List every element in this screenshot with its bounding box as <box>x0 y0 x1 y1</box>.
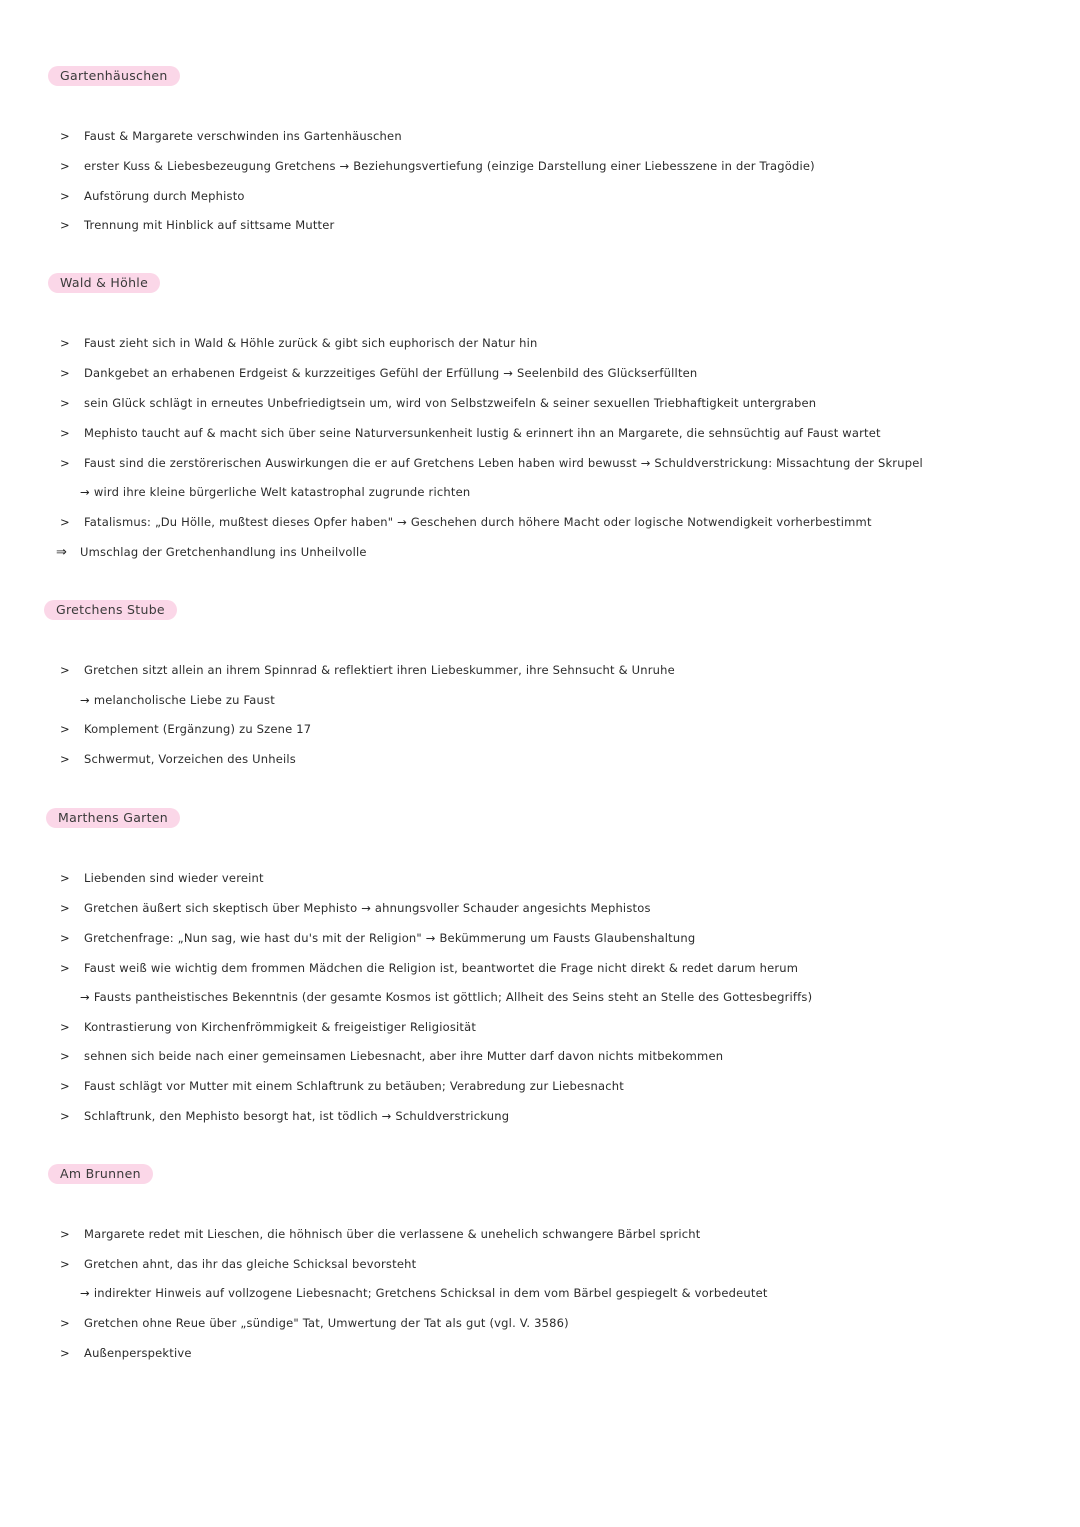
bullet-marker: > <box>60 1079 70 1093</box>
bullet-marker: > <box>60 189 70 203</box>
item-text: Schwermut, Vorzeichen des Unheils <box>84 752 296 766</box>
bullet-marker: > <box>60 1049 70 1063</box>
arrow-icon: → <box>80 1286 90 1300</box>
bullet-marker: > <box>60 1227 70 1241</box>
bullet-marker: > <box>60 1257 70 1271</box>
item-text: Komplement (Ergänzung) zu Szene 17 <box>84 722 312 736</box>
bullet-marker: > <box>60 515 70 529</box>
item-text: sein Glück schlägt in erneutes Unbefriedigtsein um, wird von Selbstzweifeln & seiner sexuellen Triebhaftigkeit untergraben <box>84 396 817 410</box>
arrow-icon: → <box>80 990 90 1004</box>
list-item <box>60 1076 624 1096</box>
bullet-marker: > <box>60 456 70 470</box>
item-text: Aufstörung durch Mephisto <box>84 189 245 203</box>
section-heading: Wald & Höhle <box>48 273 160 293</box>
list-item <box>60 333 538 353</box>
section-heading: Am Brunnen <box>48 1164 153 1184</box>
arrow-icon: → <box>80 693 90 707</box>
item-text: Margarete redet mit Lieschen, die höhnisch über die verlassene & unehelich schwangere Bärbel spricht <box>84 1227 701 1241</box>
item-text: Gretchen äußert sich skeptisch über Mephisto → ahnungsvoller Schauder angesichts Mephistos <box>84 901 651 915</box>
item-text: erster Kuss & Liebesbezeugung Gretchens → Beziehungsvertiefung (einzige Darstellung einer Liebesszene in der Tragödie) <box>84 159 815 173</box>
list-item <box>60 1224 700 1244</box>
list-item <box>60 215 334 235</box>
bullet-marker: > <box>60 1109 70 1123</box>
arrow-icon: → <box>80 485 90 499</box>
list-item <box>60 126 402 146</box>
double-arrow-icon: ⇒ <box>56 545 68 560</box>
bullet-marker: > <box>60 426 70 440</box>
list-item <box>60 958 798 978</box>
item-text: Liebenden sind wieder vereint <box>84 871 264 885</box>
item-text: Faust schlägt vor Mutter mit einem Schlaftrunk zu betäuben; Verabredung zur Liebesnacht <box>84 1079 624 1093</box>
bullet-marker: > <box>60 722 70 736</box>
section-heading: Marthens Garten <box>46 808 180 828</box>
item-text: Gretchenfrage: „Nun sag, wie hast du's mit der Religion" → Bekümmerung um Fausts Glaubenshaltung <box>84 931 696 945</box>
bullet-marker: > <box>60 1316 70 1330</box>
conclusion-item <box>56 542 367 562</box>
list-item <box>60 660 675 680</box>
item-text: Faust & Margarete verschwinden ins Gartenhäuschen <box>84 129 402 143</box>
item-text: Schlaftrunk, den Mephisto besorgt hat, ist tödlich → Schuldverstrickung <box>84 1109 510 1123</box>
item-text: sehnen sich beide nach einer gemeinsamen Liebesnacht, aber ihre Mutter darf davon nichts mitbekommen <box>84 1049 724 1063</box>
list-item <box>60 1017 476 1037</box>
item-text: Fausts pantheistisches Bekenntnis (der gesamte Kosmos ist göttlich; Allheit des Seins steht an Stelle des Gottesbegriffs) <box>93 990 813 1004</box>
item-text: melancholische Liebe zu Faust <box>93 693 275 707</box>
list-item <box>60 868 264 888</box>
bullet-marker: > <box>60 129 70 143</box>
item-text: Faust weiß wie wichtig dem frommen Mädchen die Religion ist, beantwortet die Frage nicht direkt & redet darum herum <box>84 961 799 975</box>
list-item <box>60 1046 723 1066</box>
item-text: Dankgebet an erhabenen Erdgeist & kurzzeitiges Gefühl der Erfüllung → Seelenbild des Glückserfüllten <box>84 366 698 380</box>
item-text: Gretchen ohne Reue über „sündige" Tat, Umwertung der Tat als gut (vgl. V. 3586) <box>84 1316 569 1330</box>
bullet-marker: > <box>60 218 70 232</box>
list-item <box>60 512 872 532</box>
list-subitem <box>80 690 275 710</box>
item-text: Faust sind die zerstörerischen Auswirkungen die er auf Gretchens Leben haben wird bewusst → Schuldverstrickung: Missachtung der Skrupel <box>84 456 923 470</box>
item-text: Faust zieht sich in Wald & Höhle zurück & gibt sich euphorisch der Natur hin <box>84 336 538 350</box>
bullet-marker: > <box>60 336 70 350</box>
list-item <box>60 749 296 769</box>
item-text: Umschlag der Gretchenhandlung ins Unheilvolle <box>80 545 367 559</box>
list-item <box>60 393 816 413</box>
list-item <box>60 156 815 176</box>
list-item <box>60 928 695 948</box>
section-heading: Gartenhäuschen <box>48 66 180 86</box>
list-subitem <box>80 987 812 1007</box>
list-item <box>60 898 651 918</box>
bullet-marker: > <box>60 396 70 410</box>
list-item <box>60 1106 509 1126</box>
item-text: Gretchen sitzt allein an ihrem Spinnrad & reflektiert ihren Liebeskummer, ihre Sehnsucht & Unruhe <box>84 663 675 677</box>
list-item <box>60 1254 416 1274</box>
list-item <box>60 363 697 383</box>
item-text: Kontrastierung von Kirchenfrömmigkeit & freigeistiger Religiosität <box>84 1020 477 1034</box>
bullet-marker: > <box>60 871 70 885</box>
item-text: Außenperspektive <box>84 1346 192 1360</box>
bullet-marker: > <box>60 366 70 380</box>
list-subitem <box>80 482 470 502</box>
bullet-marker: > <box>60 961 70 975</box>
list-subitem <box>80 1283 768 1303</box>
bullet-marker: > <box>60 752 70 766</box>
list-item <box>60 1343 192 1363</box>
bullet-marker: > <box>60 931 70 945</box>
list-item <box>60 1313 569 1333</box>
list-item <box>60 423 881 443</box>
bullet-marker: > <box>60 663 70 677</box>
bullet-marker: > <box>60 1346 70 1360</box>
bullet-marker: > <box>60 159 70 173</box>
list-item <box>60 719 311 739</box>
item-text: Mephisto taucht auf & macht sich über seine Naturversunkenheit lustig & erinnert ihn an Margarete, die sehnsüchtig auf Faust wartet <box>84 426 881 440</box>
bullet-marker: > <box>60 1020 70 1034</box>
item-text: indirekter Hinweis auf vollzogene Liebesnacht; Gretchens Schicksal in dem vom Bärbel gespiegelt & vorbedeutet <box>93 1286 768 1300</box>
list-item <box>60 453 923 473</box>
bullet-marker: > <box>60 901 70 915</box>
section-heading: Gretchens Stube <box>44 600 177 620</box>
item-text: Fatalismus: „Du Hölle, mußtest dieses Opfer haben" → Geschehen durch höhere Macht oder logische Notwendigkeit vorherbestimmt <box>84 515 872 529</box>
item-text: Trennung mit Hinblick auf sittsame Mutter <box>84 218 335 232</box>
item-text: Gretchen ahnt, das ihr das gleiche Schicksal bevorsteht <box>84 1257 417 1271</box>
item-text: wird ihre kleine bürgerliche Welt katastrophal zugrunde richten <box>93 485 471 499</box>
list-item <box>60 186 245 206</box>
